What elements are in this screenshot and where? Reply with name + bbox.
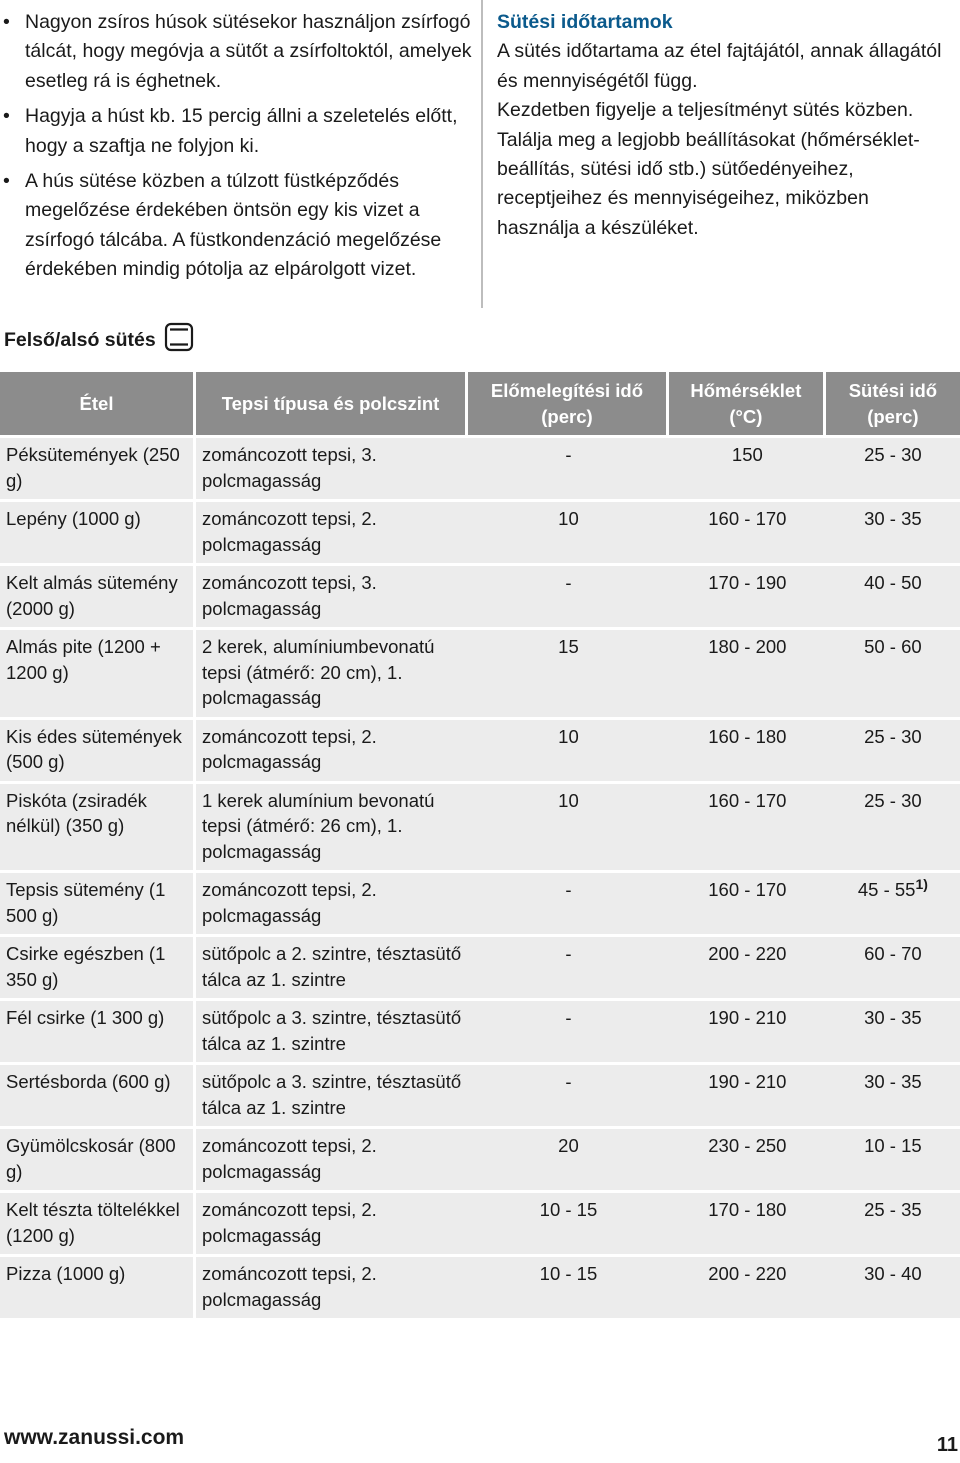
- cell-temperature: 160 - 170: [669, 781, 826, 871]
- cell-baking-time: 40 - 50: [826, 563, 960, 627]
- list-item: • Hagyja a húst kb. 15 percig állni a szeletelés előtt, hogy a szaftja ne folyjon ki.: [3, 105, 458, 157]
- cell-food: Piskóta (zsiradék nélkül) (350 g): [0, 781, 196, 871]
- cell-baking-time: 30 - 35: [826, 499, 960, 563]
- cell-tray: 2 kerek, alumíniumbevonatú tepsi (átmérő: 20 cm), 1. polcmagasság: [196, 627, 468, 717]
- table-row: [0, 1062, 960, 1126]
- cell-preheat: -: [468, 563, 669, 627]
- header-tray: Tepsi típusa és polcszint: [196, 372, 468, 435]
- cell-temperature: 160 - 170: [669, 870, 826, 934]
- table-row: [0, 627, 960, 717]
- table-row: [0, 717, 960, 781]
- cell-preheat: 10: [468, 717, 669, 781]
- top-bottom-heat-icon: [164, 322, 194, 358]
- header-food: Étel: [0, 372, 196, 435]
- cell-temperature: 160 - 170: [669, 499, 826, 563]
- cell-preheat: 10 - 15: [468, 1190, 669, 1254]
- table-row: [0, 1254, 960, 1318]
- cell-food: Péksütemények (250 g): [0, 435, 196, 499]
- table-row: [0, 1190, 960, 1254]
- header-baking-time: Sütési idő (perc): [826, 372, 960, 435]
- cell-baking-time: 25 - 30: [826, 781, 960, 871]
- cell-preheat: -: [468, 1062, 669, 1126]
- column-divider: [481, 0, 483, 308]
- table-header-row: [0, 372, 960, 435]
- cell-tray: sütőpolc a 3. szintre, tésztasütő tálca az 1. szintre: [196, 998, 468, 1062]
- website-link[interactable]: www.zanussi.com: [4, 1426, 185, 1449]
- cell-preheat: 10: [468, 499, 669, 563]
- cell-tray: zománcozott tepsi, 2. polcmagasság: [196, 1190, 468, 1254]
- cell-baking-time: 25 - 35: [826, 1190, 960, 1254]
- cell-temperature: 150: [669, 435, 826, 499]
- cell-baking-time: 60 - 70: [826, 934, 960, 998]
- table-row: [0, 934, 960, 998]
- cell-temperature: 200 - 220: [669, 1254, 826, 1318]
- table-row: [0, 1126, 960, 1190]
- cell-tray: zománcozott tepsi, 2. polcmagasság: [196, 1126, 468, 1190]
- table-row: [0, 435, 960, 499]
- cell-baking-time: 30 - 35: [826, 998, 960, 1062]
- cell-temperature: 190 - 210: [669, 1062, 826, 1126]
- page-number: 11: [936, 1434, 958, 1456]
- cell-temperature: 180 - 200: [669, 627, 826, 717]
- tips-list: [0, 8, 472, 285]
- section-title: [4, 322, 194, 358]
- cell-tray: zománcozott tepsi, 3. polcmagasság: [196, 435, 468, 499]
- cell-food: Tepsis sütemény (1 500 g): [0, 870, 196, 934]
- table-row: [0, 870, 960, 934]
- cell-tray: sütőpolc a 2. szintre, tésztasütő tálca az 1. szintre: [196, 934, 468, 998]
- cell-tray: zománcozott tepsi, 2. polcmagasság: [196, 870, 468, 934]
- cell-tray: zománcozott tepsi, 3. polcmagasság: [196, 563, 468, 627]
- header-temperature: Hőmérséklet (°C): [669, 372, 826, 435]
- baking-times-heading: Sütési időtartamok: [497, 11, 673, 33]
- cell-temperature: 170 - 190: [669, 563, 826, 627]
- cell-baking-time: 30 - 35: [826, 1062, 960, 1126]
- cell-tray: zománcozott tepsi, 2. polcmagasság: [196, 1254, 468, 1318]
- cell-preheat: 10 - 15: [468, 1254, 669, 1318]
- baking-time-with-note: 45 - 55$^{1)}$: [826, 870, 960, 934]
- list-item: • A hús sütése közben a túlzott füstképződés megelőzése érdekében öntsön egy kis vizet a zsírfogó tálcába. A füstkondenzáció megelőzése érdekében mindig pótolja az elpárolgott vizet.: [3, 170, 442, 281]
- cell-tray: zománcozott tepsi, 2. polcmagasság: [196, 499, 468, 563]
- cell-temperature: 200 - 220: [669, 934, 826, 998]
- cell-tray: 1 kerek alumínium bevonatú tepsi (átmérő: 26 cm), 1. polcmagasság: [196, 781, 468, 871]
- cell-baking-time: 30 - 40: [826, 1254, 960, 1318]
- paragraph: Kezdetben figyelje a teljesítményt sütés közben. Találja meg a legjobb beállításokat (hőmérséklet-beállítás, sütési idő stb.) sütőedényeihez, receptjeihez és mennyiségeihez, miközben használja a készüléket.: [497, 99, 920, 239]
- cell-preheat: -: [468, 435, 669, 499]
- table-row: [0, 998, 960, 1062]
- cell-preheat: 15: [468, 627, 669, 717]
- cell-tray: zománcozott tepsi, 2. polcmagasság: [196, 717, 468, 781]
- table-row: [0, 563, 960, 627]
- footnote-marker: 1): [915, 875, 928, 892]
- cell-preheat: -: [468, 998, 669, 1062]
- list-item: • Nagyon zsíros húsok sütésekor használjon zsírfogó tálcát, hogy megóvja a sütőt a zsírfoltoktól, amelyek esetleg rá is éghetnek.: [3, 11, 472, 92]
- cell-food: Kis édes sütemények (500 g): [0, 717, 196, 781]
- cell-preheat: 10: [468, 781, 669, 871]
- cell-tray: sütőpolc a 3. szintre, tésztasütő tálca az 1. szintre: [196, 1062, 468, 1126]
- cell-food: Csirke egészben (1 350 g): [0, 934, 196, 998]
- cell-baking-time: 25 - 30: [826, 435, 960, 499]
- cell-food: Sertésborda (600 g): [0, 1062, 196, 1126]
- cell-baking-time: 10 - 15: [826, 1126, 960, 1190]
- cell-food: Almás pite (1200 + 1200 g): [0, 627, 196, 717]
- cell-preheat: -: [468, 870, 669, 934]
- cell-preheat: 20: [468, 1126, 669, 1190]
- header-preheat: Előmelegítési idő (perc): [468, 372, 669, 435]
- right-column: [497, 8, 955, 243]
- cell-temperature: 170 - 180: [669, 1190, 826, 1254]
- cell-temperature: 160 - 180: [669, 717, 826, 781]
- left-column: [0, 8, 472, 291]
- cell-temperature: 230 - 250: [669, 1126, 826, 1190]
- section-title-text: Felső/alsó sütés: [4, 328, 156, 351]
- cell-baking-time: 50 - 60: [826, 627, 960, 717]
- cell-food: Pizza (1000 g): [0, 1254, 196, 1318]
- cell-food: Lepény (1000 g): [0, 499, 196, 563]
- cell-baking-time: 25 - 30: [826, 717, 960, 781]
- cell-temperature: 190 - 210: [669, 998, 826, 1062]
- cell-food: Kelt almás sütemény (2000 g): [0, 563, 196, 627]
- baking-table: [0, 372, 960, 1318]
- cell-food: Fél csirke (1 300 g): [0, 998, 196, 1062]
- cell-preheat: -: [468, 934, 669, 998]
- cell-food: Kelt tészta töltelékkel (1200 g): [0, 1190, 196, 1254]
- cell-food: Gyümölcskosár (800 g): [0, 1126, 196, 1190]
- paragraph: A sütés időtartama az étel fajtájától, annak állagától és mennyiségétől függ.: [497, 40, 942, 92]
- table-row: [0, 781, 960, 871]
- table-row: [0, 499, 960, 563]
